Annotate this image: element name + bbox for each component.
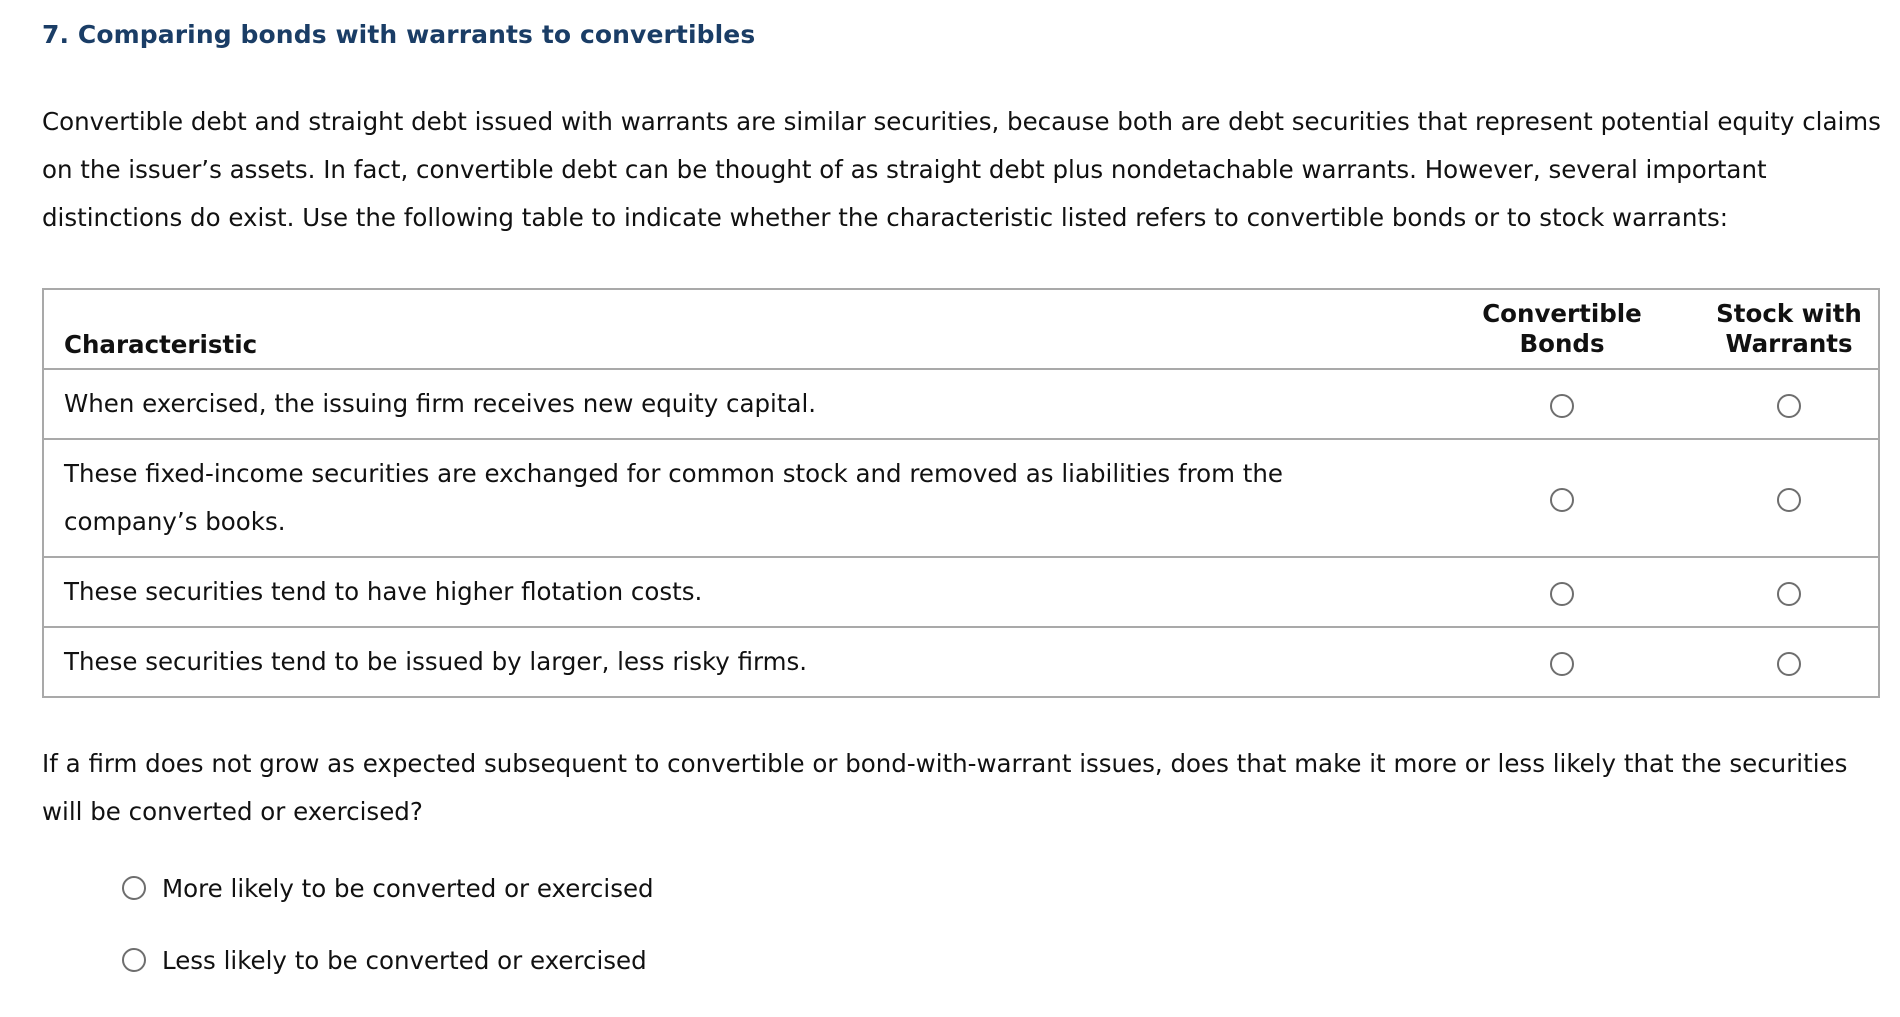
characteristic-text xyxy=(43,439,1424,557)
row-2-warrants-radio[interactable] xyxy=(1777,488,1801,512)
characteristics-table xyxy=(42,288,1880,698)
row-2-convertible-radio[interactable] xyxy=(1550,488,1574,512)
intro-paragraph: Convertible debt and straight debt issued with warrants are similar securities, because both are debt securities that represent potential equity claims on the issuer’s assets. In fact, convertible debt can be thought of as straight debt plus nondetachable warrants. However, several important distinctions do exist. Use the following table to indicate whether the characteristic listed refers to convertible bonds or to stock warrants: xyxy=(42,107,1881,232)
warrants-cell xyxy=(1700,369,1879,439)
convertible-cell xyxy=(1424,439,1700,557)
option-less-likely-radio[interactable] xyxy=(122,948,146,972)
table-row xyxy=(43,557,1879,627)
row-3-convertible-radio[interactable] xyxy=(1550,582,1574,606)
row-1-warrants-radio[interactable] xyxy=(1777,394,1801,418)
characteristic-text: These securities tend to be issued by larger, less risky firms. xyxy=(43,627,1424,697)
option-more-likely[interactable] xyxy=(122,873,654,903)
warrants-cell xyxy=(1700,439,1879,557)
header-convertible-bonds-label: Convertible Bonds xyxy=(1482,299,1642,358)
characteristic-text-wrap: These fixed-income securities are exchanged for common stock and removed as liabilities from the company’s books. xyxy=(64,459,1283,536)
convertible-cell xyxy=(1424,369,1700,439)
header-stock-with-warrants-label: Stock with Warrants xyxy=(1716,299,1862,358)
answer-options xyxy=(122,873,654,1017)
row-3-warrants-radio[interactable] xyxy=(1777,582,1801,606)
warrants-cell xyxy=(1700,627,1879,697)
header-characteristic: Characteristic xyxy=(43,289,1424,369)
table-row xyxy=(43,369,1879,439)
row-1-convertible-radio[interactable] xyxy=(1550,394,1574,418)
option-less-likely-label: Less likely to be converted or exercised xyxy=(162,945,647,975)
table-header-row xyxy=(43,289,1879,369)
option-more-likely-label: More likely to be converted or exercised xyxy=(162,873,654,903)
header-convertible-bonds xyxy=(1424,289,1700,369)
header-stock-with-warrants xyxy=(1700,289,1879,369)
convertible-cell xyxy=(1424,627,1700,697)
characteristic-text: These securities tend to have higher flotation costs. xyxy=(43,557,1424,627)
characteristic-text: When exercised, the issuing firm receives new equity capital. xyxy=(43,369,1424,439)
table-row xyxy=(43,627,1879,697)
option-more-likely-radio[interactable] xyxy=(122,876,146,900)
row-4-convertible-radio[interactable] xyxy=(1550,652,1574,676)
table-row xyxy=(43,439,1879,557)
warrants-cell xyxy=(1700,557,1879,627)
follow-up-question: If a firm does not grow as expected subsequent to convertible or bond-with-warrant issues, does that make it more or less likely that the securities will be converted or exercised? xyxy=(42,749,1848,826)
convertible-cell xyxy=(1424,557,1700,627)
option-less-likely[interactable] xyxy=(122,945,654,975)
row-4-warrants-radio[interactable] xyxy=(1777,652,1801,676)
question-title: 7. Comparing bonds with warrants to convertibles xyxy=(42,20,756,49)
